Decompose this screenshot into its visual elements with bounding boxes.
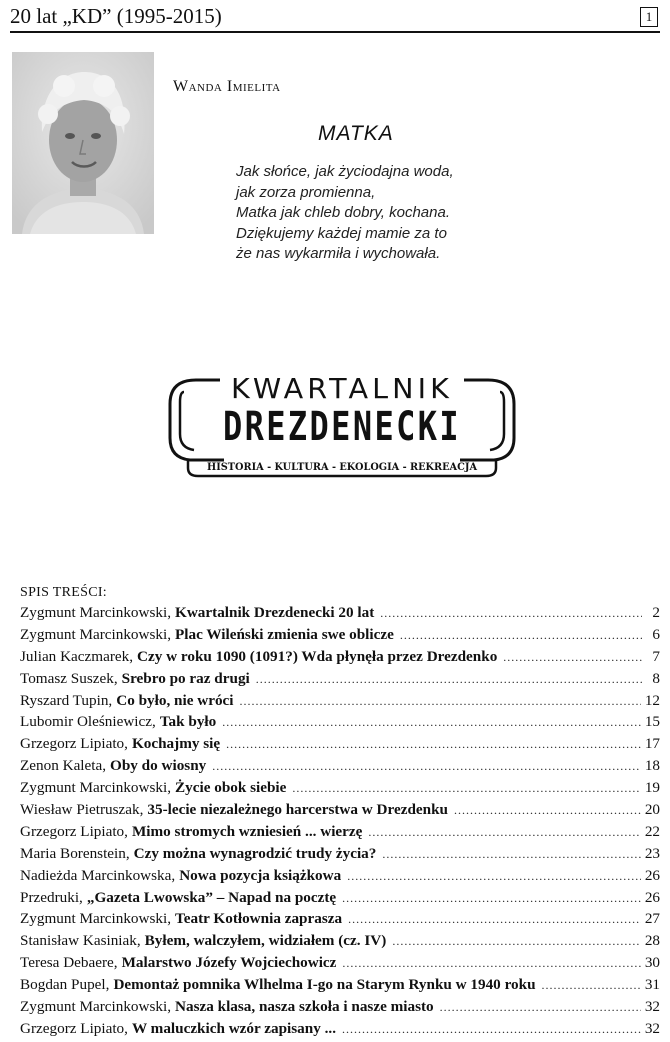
toc-entry[interactable] <box>20 779 660 801</box>
toc-title: W maluczkich wzór zapisany ... <box>131 1019 337 1037</box>
author-portrait <box>12 52 154 234</box>
toc-entry[interactable] <box>20 692 660 714</box>
toc-page: 17 <box>644 735 660 753</box>
toc-author: Lubomir Oleśniewicz, <box>20 713 156 731</box>
toc-leader <box>342 1022 641 1037</box>
toc-leader <box>292 781 640 796</box>
toc-author: Julian Kaczmarek, <box>20 647 134 665</box>
toc-leader <box>382 847 640 862</box>
toc-author: Grzegorz Lipiato, <box>20 1019 128 1037</box>
toc-entry[interactable] <box>20 735 660 757</box>
toc-author: Zenon Kaleta, <box>20 757 107 775</box>
toc-entry[interactable] <box>20 604 660 626</box>
toc-author: Maria Borenstein, <box>20 844 130 862</box>
toc-page: 28 <box>644 932 660 950</box>
toc-leader <box>256 672 642 687</box>
header-rule <box>10 31 660 33</box>
poem-author <box>173 78 281 96</box>
toc-entry[interactable] <box>20 670 660 692</box>
toc-title: Srebro po raz drugi <box>121 669 250 687</box>
toc-leader <box>222 715 641 730</box>
toc-leader <box>454 803 641 818</box>
toc-title: Czy można wynagrodzić trudy życia? <box>133 844 377 862</box>
toc-author: Ryszard Tupin, <box>20 691 113 709</box>
toc-leader <box>348 912 641 927</box>
poem-line: jak zorza promienna, <box>236 183 376 201</box>
toc-title: Byłem, walczyłem, widziałem (cz. IV) <box>144 932 387 950</box>
toc-page: 2 <box>652 604 660 621</box>
toc-title: Kochajmy się <box>131 735 221 753</box>
toc-page: 12 <box>644 691 660 709</box>
toc-author: Przedruki, <box>20 888 83 906</box>
poem-line: Jak słońce, jak życiodajna woda, <box>236 163 454 180</box>
toc-title: Plac Wileński zmienia swe oblicze <box>175 625 394 643</box>
toc-page: 20 <box>644 801 660 819</box>
toc-author: Stanisław Kasiniak, <box>20 932 141 950</box>
toc-page: 15 <box>644 713 660 731</box>
toc-entry[interactable] <box>20 801 660 823</box>
toc-entry[interactable] <box>20 998 660 1020</box>
toc-leader <box>440 1000 641 1015</box>
running-title: 20 lat „KD” (1995-2015) <box>10 4 222 28</box>
toc-entry[interactable] <box>20 648 660 670</box>
toc-page: 26 <box>644 866 660 884</box>
toc-title: Życie obok siebie <box>175 779 287 797</box>
toc-page: 27 <box>644 910 660 928</box>
toc-leader <box>240 694 641 709</box>
toc-author: Zygmunt Marcinkowski, <box>20 604 172 621</box>
toc-entry[interactable] <box>20 867 660 889</box>
toc-leader <box>342 891 641 906</box>
toc-page: 18 <box>644 757 660 775</box>
toc-entry[interactable] <box>20 845 660 867</box>
toc-title: Tak było <box>159 713 217 731</box>
toc-page: 6 <box>652 625 660 643</box>
toc-page: 26 <box>644 888 660 906</box>
table-of-contents <box>20 604 660 1042</box>
toc-title: Oby do wiosny <box>110 757 207 775</box>
toc-author: Teresa Debaere, <box>20 954 118 972</box>
poem-line: Matka jak chleb dobry, kochana. <box>236 204 451 222</box>
toc-leader <box>392 934 641 949</box>
toc-page: 32 <box>644 998 660 1016</box>
toc-entry[interactable] <box>20 823 660 845</box>
toc-title: „Gazeta Lwowska” – Napad na pocztę <box>86 888 337 906</box>
poem-body <box>236 162 454 265</box>
toc-title: Malarstwo Józefy Wojciechowicz <box>121 954 337 972</box>
toc-entry[interactable] <box>20 1020 660 1042</box>
author-last-name: Imielita <box>226 78 281 95</box>
toc-author: Zygmunt Marcinkowski, <box>20 998 172 1016</box>
logo-top-word: KWARTALNIK <box>231 372 453 405</box>
toc-heading: SPIS TREŚCI: <box>20 585 107 600</box>
kwartalnik-logo <box>166 368 518 480</box>
toc-page: 8 <box>652 669 660 687</box>
toc-page: 23 <box>644 844 660 862</box>
poem-line: że nas wykarmiła i wychowała. <box>236 245 441 263</box>
toc-author: Bogdan Pupel, <box>20 976 110 994</box>
toc-title: Teatr Kotłownia zaprasza <box>175 910 343 928</box>
toc-leader <box>342 956 640 971</box>
toc-title: Czy w roku 1090 (1091?) Wda płynęła przez Drezdenko <box>137 647 498 665</box>
poem-line: Dziękujemy każdej mamie za to <box>236 224 447 242</box>
toc-entry[interactable] <box>20 889 660 911</box>
toc-entry[interactable] <box>20 954 660 976</box>
toc-entry[interactable] <box>20 976 660 998</box>
toc-author: Wiesław Pietruszak, <box>20 801 144 819</box>
toc-leader <box>212 759 641 774</box>
toc-title: Kwartalnik Drezdenecki 20 lat <box>175 604 375 621</box>
toc-page: 7 <box>652 647 660 665</box>
toc-leader <box>226 737 641 752</box>
toc-title: Co było, nie wróci <box>116 691 234 709</box>
toc-leader <box>380 606 642 621</box>
author-first-name: Wanda <box>173 78 223 95</box>
toc-author: Zygmunt Marcinkowski, <box>20 779 172 797</box>
toc-title: Mimo stromych wzniesień ... wierzę <box>131 822 363 840</box>
toc-title: Nowa pozycja książkowa <box>179 866 342 884</box>
poem-title: MATKA <box>318 122 394 145</box>
toc-entry[interactable] <box>20 757 660 779</box>
toc-page: 30 <box>644 954 660 972</box>
toc-title: 35-lecie niezależnego harcerstwa w Drezdenku <box>147 801 448 819</box>
toc-page: 32 <box>644 1019 660 1037</box>
toc-page: 19 <box>644 779 660 797</box>
toc-author: Tomasz Suszek, <box>20 669 118 687</box>
toc-entry[interactable] <box>20 910 660 932</box>
toc-entry[interactable] <box>20 626 660 648</box>
toc-entry[interactable] <box>20 713 660 735</box>
toc-author: Zygmunt Marcinkowski, <box>20 625 172 643</box>
toc-title: Nasza klasa, nasza szkoła i nasze miasto <box>175 998 434 1016</box>
page-number: 1 <box>640 7 658 27</box>
toc-page: 31 <box>644 976 660 994</box>
toc-page: 22 <box>644 822 660 840</box>
toc-author: Grzegorz Lipiato, <box>20 735 128 753</box>
toc-leader <box>368 825 640 840</box>
toc-entry[interactable] <box>20 932 660 954</box>
running-head <box>10 4 658 30</box>
toc-leader <box>347 869 641 884</box>
logo-main-word: DREZDENECKI <box>223 404 461 450</box>
toc-leader <box>400 628 642 643</box>
toc-leader <box>542 978 641 993</box>
toc-leader <box>503 650 642 665</box>
logo-tagline: HISTORIA - KULTURA - EKOLOGIA - REKREACJA <box>207 461 478 473</box>
toc-author: Grzegorz Lipiato, <box>20 822 128 840</box>
toc-title: Demontaż pomnika Wlhelma I-go na Starym Rynku w 1940 roku <box>113 976 536 994</box>
toc-author: Nadieżda Marcinkowska, <box>20 866 176 884</box>
toc-author: Zygmunt Marcinkowski, <box>20 910 172 928</box>
